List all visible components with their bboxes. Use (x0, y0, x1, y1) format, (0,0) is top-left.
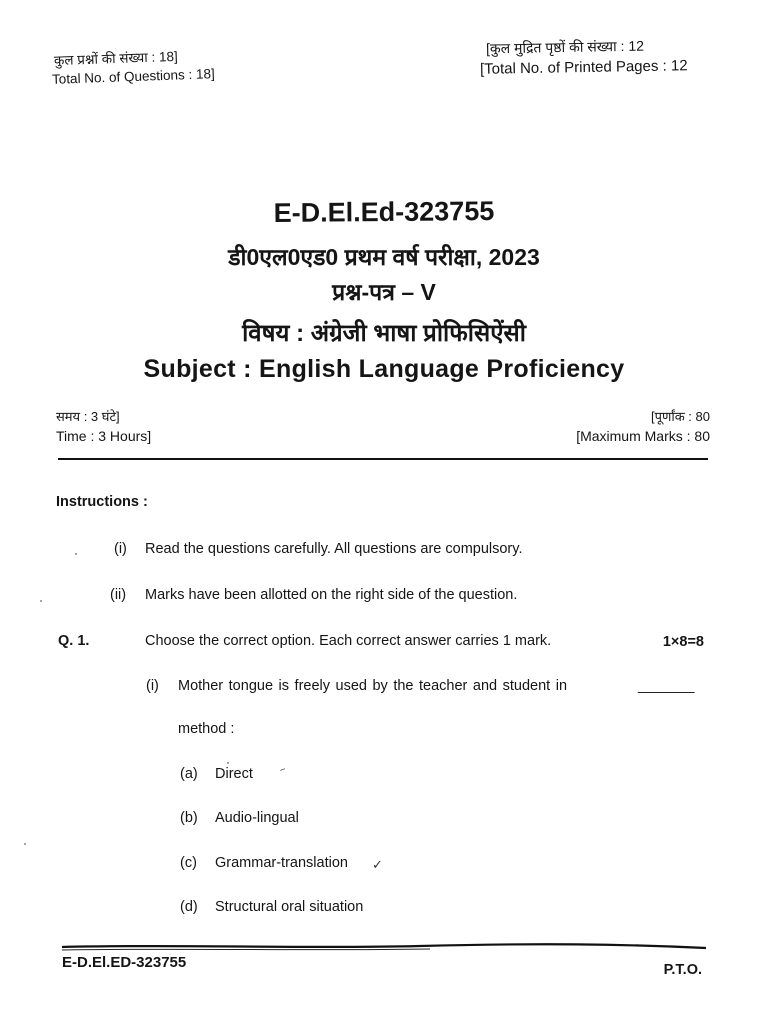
instruction-text: Marks have been allotted on the right side of the question. (145, 587, 518, 603)
max-marks-english: [Maximum Marks : 80 (576, 428, 710, 444)
page-turn-notice: P.T.O. (663, 962, 702, 978)
answer-blank: _______ (638, 678, 695, 694)
total-pages-hindi: [कुल मुद्रित पृष्ठों की संख्या : 12 (485, 37, 645, 57)
instruction-number: (i) (114, 541, 127, 557)
subquestion-number: (i) (146, 678, 159, 694)
option-label: (a) (180, 766, 198, 782)
option-text: Grammar-translation (215, 855, 348, 871)
option-label: (c) (180, 855, 197, 871)
subject-english: Subject : English Language Proficiency (143, 355, 625, 383)
question-text: Choose the correct option. Each correct answer carries 1 mark. (145, 633, 552, 649)
instruction-text: Read the questions carefully. All questions are compulsory. (145, 541, 523, 557)
total-questions-hindi: कुल प्रश्नों की संख्या : 18] (53, 48, 178, 69)
scan-speck (75, 553, 77, 555)
instruction-number: (ii) (110, 587, 127, 603)
scan-speck (227, 762, 229, 764)
option-label: (d) (180, 899, 198, 915)
question-number: Q. 1. (58, 633, 90, 649)
subquestion-text-continued: method : (178, 721, 235, 737)
time-english: Time : 3 Hours] (56, 428, 152, 444)
question-marks: 1×8=8 (662, 634, 704, 650)
scan-speck (40, 600, 42, 602)
total-pages-english: [Total No. of Printed Pages : 12 (479, 57, 688, 78)
exam-name-hindi: डी0एल0एड0 प्रथम वर्ष परीक्षा, 2023 (228, 244, 540, 270)
subject-hindi: विषय : अंग्रेजी भाषा प्रोफिसिऐंसी (242, 320, 526, 347)
paper-number: प्रश्न-पत्र – V (332, 279, 436, 305)
instructions-heading: Instructions : (56, 494, 148, 510)
subquestion-text: Mother tongue is freely used by the teacher and student in (178, 678, 568, 694)
option-text: Structural oral situation (215, 899, 364, 915)
max-marks-hindi: [पूर्णांक : 80 (650, 409, 710, 424)
option-label: (b) (180, 810, 198, 826)
check-mark-icon: ✓ (372, 857, 383, 872)
exam-code-title: E-D.El.Ed-323755 (273, 196, 495, 228)
pen-mark: ⁻ (277, 763, 290, 780)
header-divider (58, 458, 708, 460)
time-hindi: समय : 3 घंटे] (56, 409, 120, 424)
footer-divider (60, 938, 708, 954)
total-questions-english: Total No. of Questions : 18] (51, 66, 216, 87)
option-text: Audio-lingual (215, 810, 299, 826)
option-text: Direct (215, 766, 253, 782)
scan-speck (24, 843, 26, 845)
footer-exam-code: E-D.El.ED-323755 (62, 954, 187, 971)
